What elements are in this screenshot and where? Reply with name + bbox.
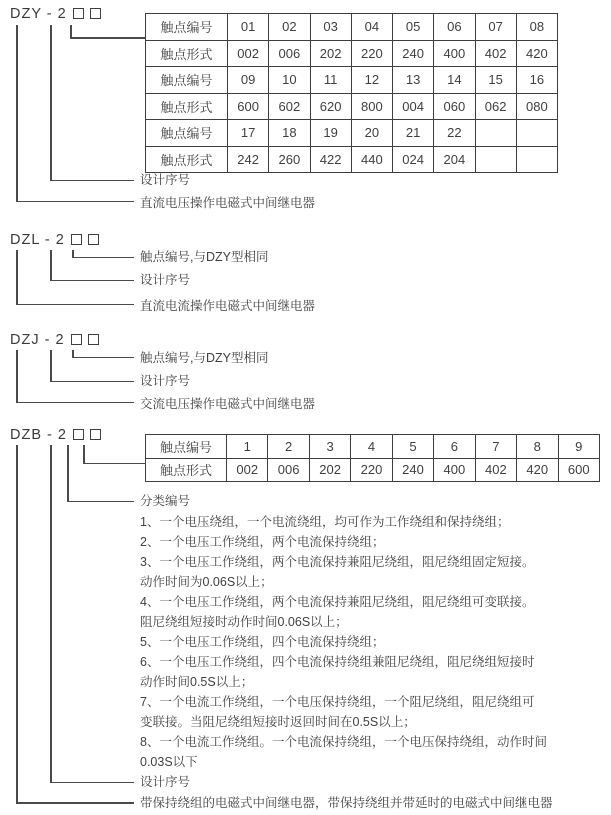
dzb-classification-list [140,512,547,772]
connector-line [50,782,134,784]
dzy-description-label: 直流电压操作电磁式中间继电器 [140,196,316,210]
value-cell: 07 [475,14,516,41]
value-cell: 440 [351,146,392,173]
value-cell: 3 [309,435,350,459]
value-cell: 400 [434,40,475,67]
connector-line [50,180,134,182]
dzl-description-label: 直流电流操作电磁式中间继电器 [140,299,316,313]
classification-item: 7、一个电流工作绕组，一个电压保持绕组，一个阻尼绕组，阻尼绕组可 [140,695,535,709]
value-cell: 9 [558,435,600,459]
placeholder-box-icon [71,234,82,245]
connector-line [16,201,134,203]
row-header-cell: 触点形式 [146,40,228,67]
model-code-dzb-text: DZB - 2 [10,426,67,443]
connector-line [16,350,18,403]
classification-item: 1、一个电压绕组，一个电流绕组，均可作为工作绕组和保持绕组； [140,515,510,529]
connector-line [16,250,18,305]
row-header-cell: 触点编号 [146,120,228,147]
table-row [146,67,558,94]
value-cell [475,146,516,173]
value-cell: 400 [434,458,475,482]
connector-line [70,37,145,39]
value-cell: 16 [516,67,557,94]
table-row [146,435,600,459]
row-header-cell: 触点形式 [146,93,228,120]
dzb-description-label: 带保持绕组的电磁式中间继电器，带保持绕组并带延时的电磁式中间继电器 [140,796,553,810]
connector-line [50,280,134,282]
value-cell: 01 [228,14,269,41]
value-cell: 602 [269,93,310,120]
connector-line [72,357,134,359]
classification-item: 5、一个电压工作绕组，四个电流保持绕组； [140,635,385,649]
value-cell: 600 [558,458,600,482]
table-row [146,146,558,173]
value-cell: 08 [516,14,557,41]
value-cell: 002 [228,40,269,67]
value-cell: 10 [269,67,310,94]
value-cell: 080 [516,93,557,120]
model-code-dzb [10,427,101,442]
value-cell: 13 [393,67,434,94]
value-cell: 260 [269,146,310,173]
table-row [146,458,600,482]
value-cell: 620 [310,93,351,120]
value-cell: 5 [392,435,433,459]
value-cell: 09 [228,67,269,94]
connector-line [50,381,134,383]
classification-item: 8、一个电流工作绕组。一个电流保持绕组，一个电压保持绕组，动作时间 [140,735,547,749]
dzb-classification-label: 分类编号 [140,494,191,508]
model-code-dzj-text: DZJ - 2 [10,331,65,348]
value-cell: 242 [228,146,269,173]
connector-line [16,402,134,404]
classification-item: 4、一个电压工作绕组，两个电流保持兼阻尼绕组，阻尼绕组可变联接。 [140,595,535,609]
connector-line [16,802,134,804]
row-header-cell: 触点形式 [146,146,228,173]
value-cell: 220 [351,40,392,67]
model-code-dzl [10,232,99,247]
classification-item: 2、一个电压工作绕组，两个电流保持绕组； [140,535,385,549]
value-cell: 19 [310,120,351,147]
placeholder-box-icon [90,8,101,19]
value-cell: 6 [434,435,475,459]
placeholder-box-icon [71,334,82,345]
value-cell: 1 [227,435,268,459]
classification-item: 动作时间为0.06S以上； [140,575,273,589]
connector-line [67,501,134,503]
dzb-design-serial-label: 设计序号 [140,775,191,789]
value-cell: 2 [268,435,309,459]
value-cell: 18 [269,120,310,147]
connector-line [50,25,52,181]
connector-line [16,25,18,202]
value-cell [516,146,557,173]
model-code-dzl-text: DZL - 2 [10,231,65,248]
placeholder-box-icon [73,8,84,19]
value-cell: 05 [393,14,434,41]
value-cell: 240 [392,458,433,482]
classification-item: 0.03S以下 [140,755,198,769]
dzy-design-serial-label: 设计序号 [140,173,191,187]
classification-item: 变联接。当阻尼绕组短接时返回时间在0.5S以上； [140,715,416,729]
value-cell: 422 [310,146,351,173]
placeholder-box-icon [73,429,84,440]
value-cell: 04 [351,14,392,41]
value-cell: 600 [228,93,269,120]
value-cell: 062 [475,93,516,120]
value-cell [516,120,557,147]
value-cell: 06 [434,14,475,41]
classification-item: 6、一个电压工作绕组，四个电流保持绕组兼阻尼绕组，阻尼绕组短接时 [140,655,535,669]
dzl-contact-label: 触点编号,与DZY型相同 [140,250,269,264]
value-cell: 15 [475,67,516,94]
connector-line [67,445,69,502]
connector-line [83,445,85,464]
value-cell: 20 [351,120,392,147]
model-code-dzj [10,332,99,347]
value-cell: 800 [351,93,392,120]
value-cell: 004 [393,93,434,120]
classification-item: 3、一个电压工作绕组，两个电流保持兼阻尼绕组，阻尼绕组固定短接。 [140,555,535,569]
table-row [146,40,558,67]
dzj-contact-label: 触点编号,与DZY型相同 [140,351,269,365]
value-cell: 02 [269,14,310,41]
table-row [146,93,558,120]
value-cell: 11 [310,67,351,94]
value-cell: 202 [309,458,350,482]
value-cell: 14 [434,67,475,94]
connector-line [83,463,145,465]
row-header-cell: 触点编号 [146,67,228,94]
value-cell: 402 [475,458,516,482]
value-cell: 420 [516,40,557,67]
value-cell [475,120,516,147]
classification-item: 阻尼绕组短接时动作时间0.06S以上； [140,615,348,629]
value-cell: 060 [434,93,475,120]
placeholder-box-icon [88,234,99,245]
model-code-dzy [10,6,101,21]
table-row [146,120,558,147]
dzj-description-label: 交流电压操作电磁式中间继电器 [140,397,316,411]
value-cell: 006 [269,40,310,67]
value-cell: 420 [517,458,558,482]
value-cell: 03 [310,14,351,41]
placeholder-box-icon [88,334,99,345]
connector-line [50,350,52,382]
connector-line [50,250,52,281]
dzl-design-serial-label: 设计序号 [140,273,191,287]
value-cell: 21 [393,120,434,147]
value-cell: 204 [434,146,475,173]
value-cell: 202 [310,40,351,67]
classification-item: 动作时间0.5S以上； [140,675,254,689]
placeholder-box-icon [90,429,101,440]
value-cell: 4 [351,435,392,459]
value-cell: 8 [517,435,558,459]
table-row [146,14,558,41]
dzb-contact-table [145,434,600,482]
dzy-contact-table [145,13,558,173]
row-header-cell: 触点编号 [146,14,228,41]
value-cell: 006 [268,458,309,482]
model-code-dzy-text: DZY - 2 [10,5,67,22]
connector-line [50,445,52,783]
dzj-design-serial-label: 设计序号 [140,374,191,388]
value-cell: 22 [434,120,475,147]
row-header-cell: 触点编号 [146,435,227,459]
value-cell: 024 [393,146,434,173]
value-cell: 220 [351,458,392,482]
value-cell: 002 [227,458,268,482]
value-cell: 402 [475,40,516,67]
value-cell: 7 [475,435,516,459]
value-cell: 12 [351,67,392,94]
connector-line [16,445,18,803]
row-header-cell: 触点形式 [146,458,227,482]
connector-line [72,257,134,259]
value-cell: 17 [228,120,269,147]
connector-line [16,304,134,306]
value-cell: 240 [393,40,434,67]
